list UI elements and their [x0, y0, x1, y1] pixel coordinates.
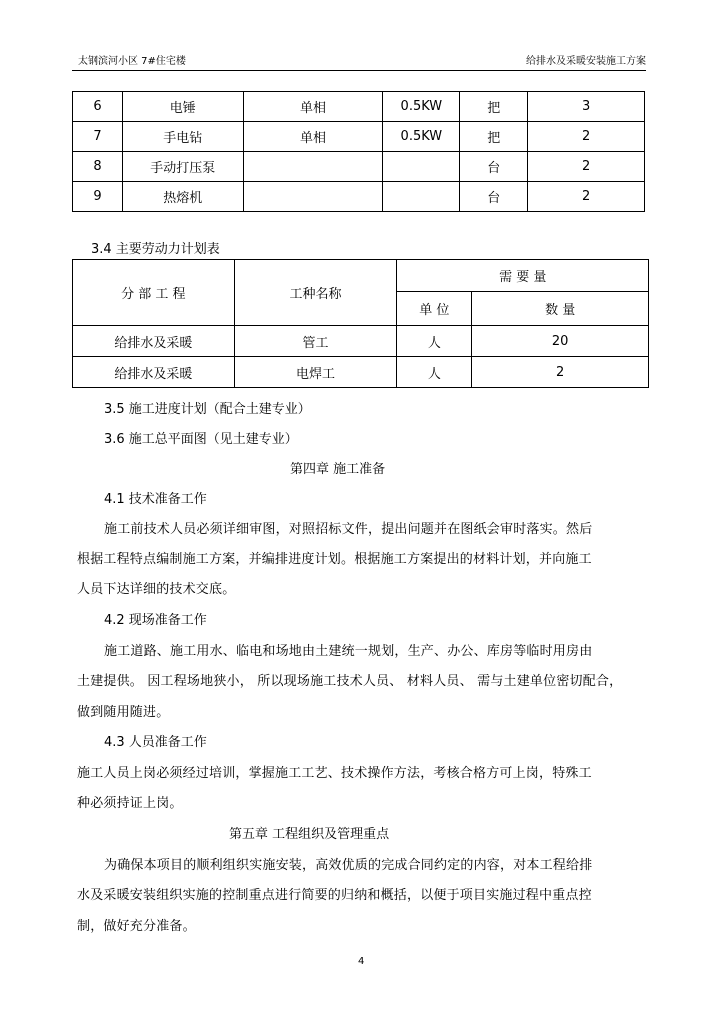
section-heading-3-6: 3.6 施工总平面图（见土建专业） [104, 432, 298, 447]
paragraph-line: 根据工程特点编制施工方案，并编排进度计划。根据施工方案提出的材料计划，并向施工 [77, 552, 592, 567]
header-divider [72, 70, 646, 71]
table-cell: 6 [73, 92, 123, 122]
section-heading-4-2: 4.2 现场准备工作 [104, 613, 207, 628]
table-row [73, 152, 645, 182]
paragraph-line: 施工人员上岗必须经过培训，掌握施工工艺、技术操作方法，考核合格方可上岗，特殊工 [77, 766, 592, 781]
table-cell: 把 [460, 122, 528, 152]
paragraph-line: 施工道路、施工用水、临电和场地由土建统一规划，生产、办公、库房等临时用房由 [104, 644, 593, 659]
table-cell: 2 [528, 152, 645, 182]
table-cell: 把 [460, 92, 528, 122]
paragraph-line: 土建提供。 因工程场地狭小， 所以现场施工技术人员、 材料人员、 需与土建单位密切配合， [77, 674, 623, 689]
table-cell: 8 [73, 152, 123, 182]
table-cell: 台 [460, 182, 528, 212]
chapter-title-5: 第五章 工程组织及管理重点 [229, 827, 390, 842]
table-row [73, 122, 645, 152]
chapter-title-4: 第四章 施工准备 [290, 462, 386, 477]
section-heading-3-5: 3.5 施工进度计划（配合土建专业） [104, 402, 311, 417]
table-cell [383, 182, 460, 212]
paragraph-line: 种必须持证上岗。 [77, 796, 183, 811]
header-left: 太钢滨河小区 7#住宅楼 [78, 56, 186, 67]
paragraph-line: 施工前技术人员必须详细审图，对照招标文件，提出问题并在图纸会审时落实。然后 [104, 522, 593, 537]
page-number: 4 [358, 956, 365, 967]
table-cell: 2 [528, 122, 645, 152]
labor-plan-table [72, 259, 649, 388]
table-cell: 9 [73, 182, 123, 212]
paragraph-line: 制，做好充分准备。 [77, 919, 196, 934]
table-cell: 0.5KW [383, 122, 460, 152]
table-row [73, 92, 645, 122]
equipment-table [72, 91, 645, 212]
paragraph-line: 为确保本项目的顺利组织实施安装，高效优质的完成合同约定的内容，对本工程给排 [104, 858, 593, 873]
table-cell: 人 [397, 357, 472, 388]
paragraph-line: 做到随用随进。 [77, 705, 170, 720]
table-cell: 电焊工 [234, 357, 397, 388]
table-cell: 单相 [243, 122, 383, 152]
table-cell: 2 [472, 357, 649, 388]
table-cell: 20 [472, 326, 649, 357]
table-cell: 0.5KW [383, 92, 460, 122]
table-cell: 给排水及采暖 [73, 326, 235, 357]
table-cell: 人 [397, 326, 472, 357]
section-heading-4-3: 4.3 人员准备工作 [104, 735, 207, 750]
table-row [73, 182, 645, 212]
head-requirement: 需 要 量 [397, 260, 649, 292]
table-row [73, 326, 649, 357]
table-cell: 手动打压泵 [122, 152, 243, 182]
table-cell: 单相 [243, 92, 383, 122]
table-cell [243, 182, 383, 212]
table-cell: 电锤 [122, 92, 243, 122]
table-cell: 3 [528, 92, 645, 122]
table-cell: 台 [460, 152, 528, 182]
paragraph-line: 人员下达详细的技术交底。 [77, 582, 236, 597]
head-quantity: 数 量 [472, 292, 649, 326]
section-heading-4-1: 4.1 技术准备工作 [104, 492, 207, 507]
section-heading-3-4: 3.4 主要劳动力计划表 [91, 242, 220, 257]
header-right: 给排水及采暖安装施工方案 [526, 56, 646, 67]
head-work-type: 工种名称 [234, 260, 397, 326]
paragraph-line: 水及采暖安装组织实施的控制重点进行简要的归纳和概括，以便于项目实施过程中重点控 [77, 888, 592, 903]
head-unit: 单 位 [397, 292, 472, 326]
table-cell [383, 152, 460, 182]
table-cell: 管工 [234, 326, 397, 357]
table-cell: 给排水及采暖 [73, 357, 235, 388]
table-cell [243, 152, 383, 182]
table-row [73, 357, 649, 388]
head-division: 分 部 工 程 [73, 260, 235, 326]
table-cell: 热熔机 [122, 182, 243, 212]
table-cell: 手电钻 [122, 122, 243, 152]
table-cell: 2 [528, 182, 645, 212]
table-cell: 7 [73, 122, 123, 152]
